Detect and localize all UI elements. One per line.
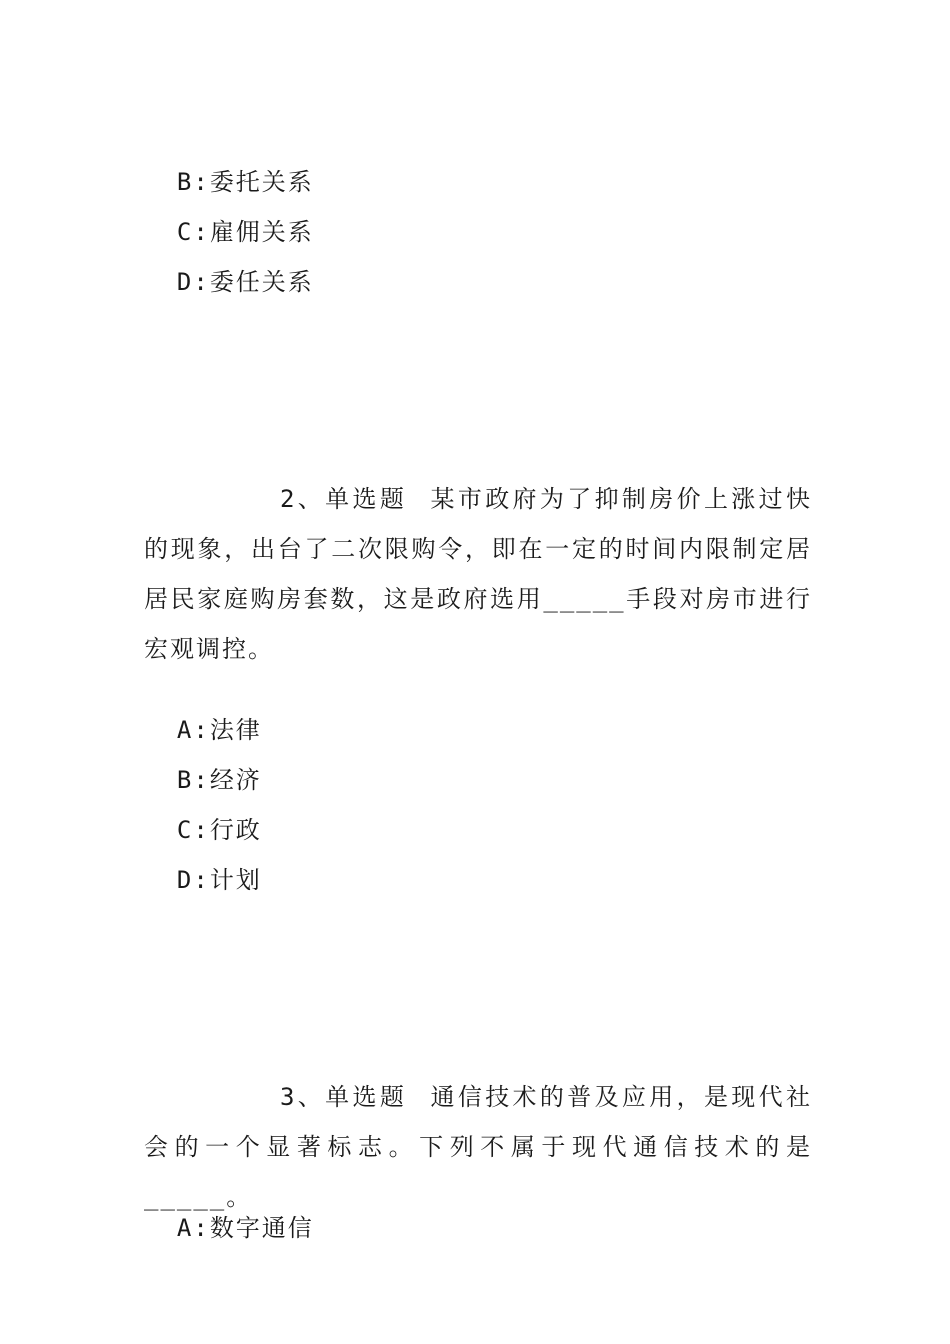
question-number: 3、单选题 bbox=[280, 1083, 408, 1111]
q2-stem bbox=[144, 474, 812, 674]
option-letter: D: bbox=[176, 866, 210, 894]
option-text: 法律 bbox=[209, 716, 262, 744]
option-text: 计划 bbox=[209, 866, 262, 894]
option-text: 委任关系 bbox=[209, 268, 314, 296]
option-text: 行政 bbox=[209, 816, 262, 844]
option-letter: C: bbox=[176, 218, 210, 246]
option-letter: C: bbox=[176, 816, 210, 844]
option-letter: B: bbox=[176, 168, 210, 196]
question-text: 通信技术的普及应用，是现代社会的一个显著标志。下列不属于现代通信技术的是_____。 bbox=[144, 1083, 812, 1211]
q3-option-a bbox=[144, 1183, 314, 1243]
option-text: 委托关系 bbox=[209, 168, 314, 196]
option-letter: A: bbox=[176, 1214, 210, 1242]
question-text: 某市政府为了抑制房价上涨过快的现象，出台了二次限购令，即在一定的时间内限制定居居民家庭购房套数，这是政府选用_____手段对房市进行宏观调控。 bbox=[144, 485, 812, 663]
option-letter: D: bbox=[176, 268, 210, 296]
q2-option-d bbox=[144, 835, 262, 895]
q1-option-d bbox=[144, 237, 314, 297]
option-text: 雇佣关系 bbox=[209, 218, 314, 246]
option-text: 经济 bbox=[209, 766, 262, 794]
option-letter: B: bbox=[176, 766, 210, 794]
option-text: 数字通信 bbox=[209, 1214, 314, 1242]
option-letter: A: bbox=[176, 716, 210, 744]
question-number: 2、单选题 bbox=[280, 485, 408, 513]
